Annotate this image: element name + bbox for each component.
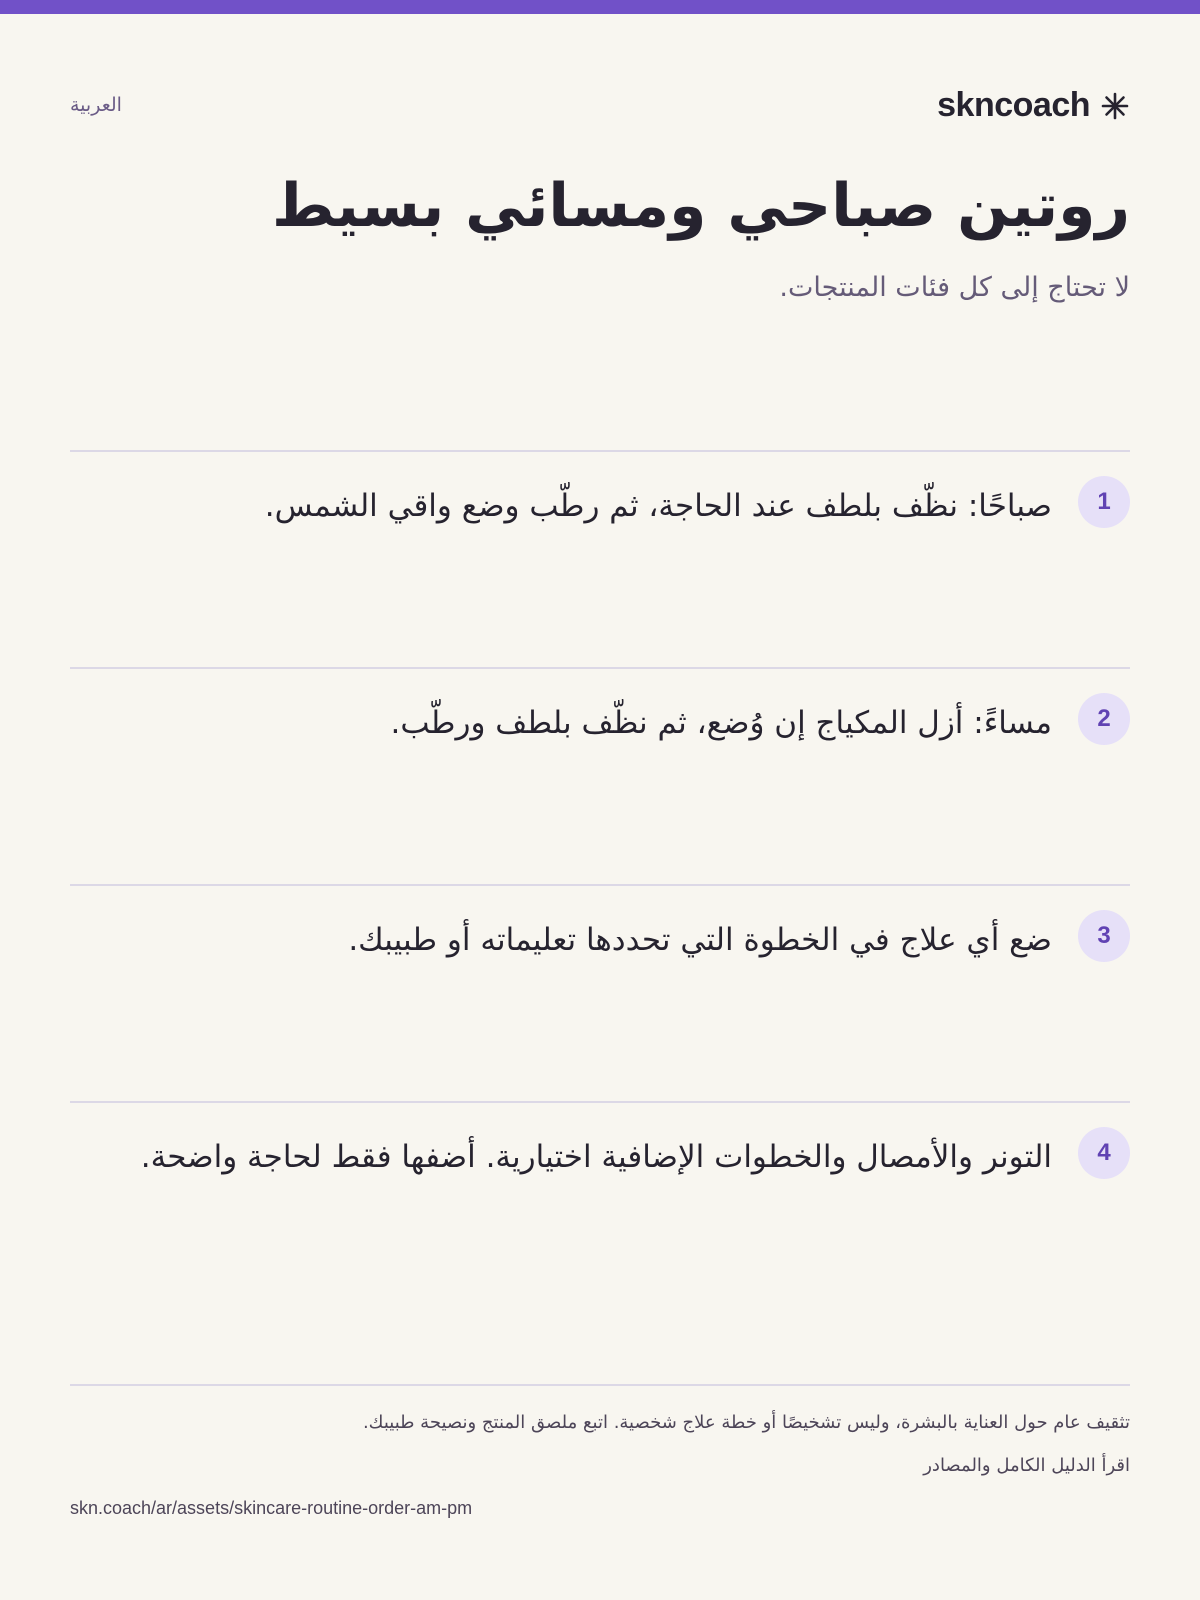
source-url: skn.coach/ar/assets/skincare-routine-order-am-pm [70,1498,473,1518]
footer [70,1384,1130,1519]
asterisk-icon [1100,91,1130,121]
brand-logo[interactable] [937,86,1130,125]
page-subtitle: لا تحتاج إلى كل فئات المنتجات. [779,272,1130,303]
step-text: صباحًا: نظّف بلطف عند الحاجة، ثم رطّب وضع واقي الشمس. [264,488,1052,524]
language-switch-link[interactable]: العربية [70,94,122,116]
step-item [70,884,1130,1101]
step-number-badge: 4 [1078,1127,1130,1179]
step-text: مساءً: أزل المكياج إن وُضع، ثم نظّف بلطف ورطّب. [390,705,1052,741]
steps-list [70,450,1130,1318]
step-item [70,1101,1130,1318]
full-guide-link[interactable]: اقرأ الدليل الكامل والمصادر [923,1455,1130,1476]
page-title: روتين صباحي ومسائي بسيط [271,171,1130,241]
step-text: التونر والأمصال والخطوات الإضافية اختيارية. أضفها فقط لحاجة واضحة. [140,1139,1052,1175]
step-number-badge: 3 [1078,910,1130,962]
hero [70,160,1130,303]
top-accent-bar [0,0,1200,14]
disclaimer-text: تثقيف عام حول العناية بالبشرة، وليس تشخيصًا أو خطة علاج شخصية. اتبع ملصق المنتج ونصيحة طبيبك. [362,1412,1130,1433]
step-item [70,667,1130,884]
brand-name: skncoach [937,86,1090,124]
step-number-badge: 1 [1078,476,1130,528]
step-number-badge: 2 [1078,693,1130,745]
header [70,86,1130,134]
step-text: ضع أي علاج في الخطوة التي تحددها تعليماته أو طبيبك. [348,922,1052,958]
step-item [70,450,1130,667]
